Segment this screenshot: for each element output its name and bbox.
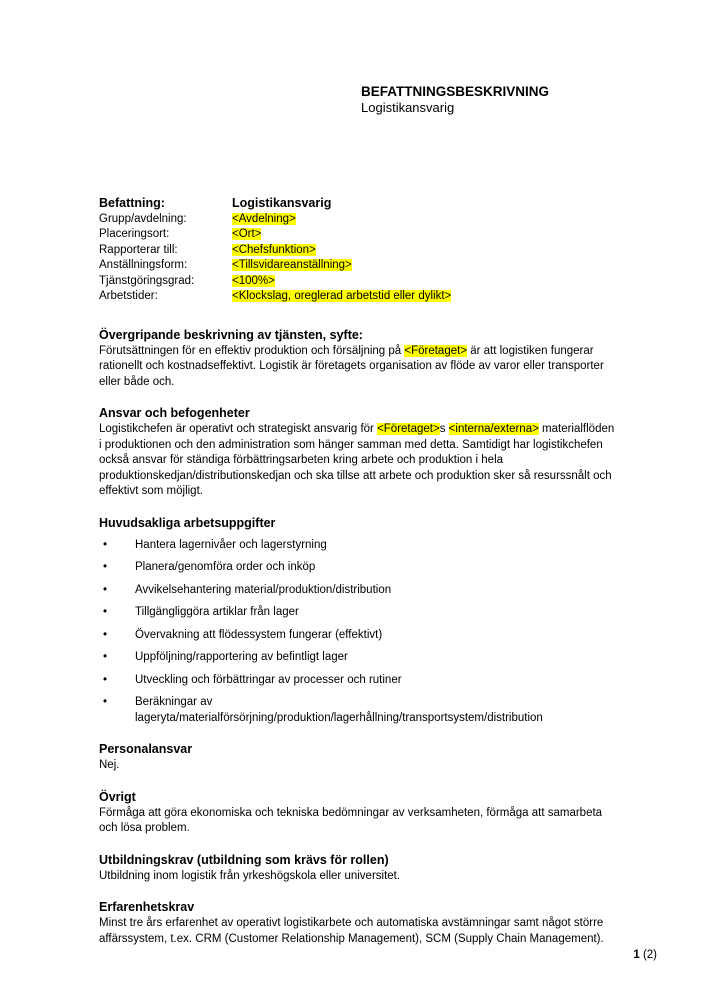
- paragraph-staff: Nej.: [99, 759, 120, 771]
- task-item: • Avvikelsehantering material/produktion/distribution: [99, 583, 615, 599]
- field-row-befattning: [99, 196, 615, 212]
- field-value: [232, 258, 615, 274]
- paragraph-other: Förmåga att göra ekonomiska och tekniska bedömningar av verksamheten, förmåga att samarbeta och lösa problem.: [99, 806, 603, 834]
- section-staff: [99, 741, 615, 774]
- task-item: • Beräkningar av lageryta/materialförsörjning/produktion/lagerhållning/transportsystem/distribution: [99, 695, 615, 726]
- placeholder-highlight: <Ort>: [232, 228, 262, 240]
- section-education: [99, 852, 615, 885]
- field-row-grupp-avdelning: [99, 212, 615, 228]
- field-value: Logistikansvarig: [232, 196, 332, 210]
- task-item: • Planera/genomföra order och inköp: [99, 560, 615, 576]
- placeholder-highlight: <Klockslag, oreglerad arbetstid eller dylikt>: [232, 290, 452, 302]
- paragraph-responsibility: [99, 422, 615, 500]
- task-item: • Utveckling och förbättringar av processer och rutiner: [99, 673, 615, 689]
- document-header: [361, 84, 549, 116]
- paragraph-experience: Minst tre års erfarenhet av operativt logistikarbete och automatiska avstämningar samt något större affärssystem, t.ex. CRM (Customer Relationship Management), SCM (Supply Chain Management).: [99, 917, 604, 945]
- field-row-rapporterar-till: [99, 243, 615, 259]
- placeholder-highlight: <100%>: [232, 274, 275, 287]
- section-tasks: [99, 515, 615, 727]
- task-item: • Övervakning att flödessystem fungerar (effektivt): [99, 628, 615, 644]
- placeholder-highlight: <interna/externa>: [448, 423, 539, 435]
- page-number-current: 1: [633, 949, 640, 961]
- field-value: [232, 274, 615, 290]
- field-row-placeringsort: [99, 227, 615, 243]
- field-value: [232, 227, 615, 243]
- section-heading-education: Utbildningskrav (utbildning som krävs för rollen): [99, 852, 389, 867]
- field-label: Rapporterar till:: [99, 243, 178, 256]
- placeholder-highlight: <Chefsfunktion>: [232, 243, 316, 256]
- field-value: [232, 243, 615, 259]
- field-value: [232, 212, 615, 228]
- section-heading-staff: Personalansvar: [99, 742, 193, 756]
- document-title: BEFATTNINGSBESKRIVNING: [361, 84, 550, 99]
- field-row-anstallningsform: [99, 258, 615, 274]
- page-number-total: (2): [639, 949, 657, 961]
- page-number: [633, 948, 657, 964]
- section-heading-responsibility: Ansvar och befogenheter: [99, 406, 250, 420]
- field-label: Befattning:: [99, 196, 165, 210]
- field-label: Arbetstider:: [99, 290, 158, 302]
- field-label: Grupp/avdelning:: [99, 212, 187, 225]
- text-segment: är att logistiken fungerar rationellt och kostnadseffektivt. Logistik är företagets organisation av flöde av varor eller transporter eller både och.: [99, 344, 604, 388]
- text-segment: Förutsättningen för en effektiv produktion och försäljning på: [99, 344, 405, 357]
- section-heading-tasks: Huvudsakliga arbetsuppgifter: [99, 515, 276, 530]
- section-experience: [99, 899, 615, 947]
- field-label: Placeringsort:: [99, 228, 170, 240]
- field-label: Anställningsform:: [99, 259, 188, 271]
- placeholder-highlight: <Avdelning>: [232, 212, 296, 225]
- section-heading-overview: Övergripande beskrivning av tjänsten, syfte:: [99, 327, 363, 342]
- paragraph-education: Utbildning inom logistik från yrkeshögskola eller universitet.: [99, 869, 401, 882]
- section-responsibility: [99, 405, 615, 500]
- section-heading-experience: Erfarenhetskrav: [99, 900, 195, 914]
- section-overview: [99, 327, 615, 391]
- paragraph-overview: [99, 344, 615, 391]
- section-other: [99, 789, 615, 837]
- text-segment: s: [439, 423, 449, 435]
- placeholder-highlight: <Företaget>: [377, 423, 440, 435]
- field-row-tjanstgoringsgrad: [99, 274, 615, 290]
- field-value: [232, 289, 615, 305]
- field-label: Tjänstgöringsgrad:: [99, 274, 195, 287]
- placeholder-highlight: <Företaget>: [404, 344, 468, 357]
- position-details-table: [99, 196, 615, 305]
- placeholder-highlight: <Tillsvidareanställning>: [232, 259, 352, 271]
- document-body: [99, 196, 615, 947]
- task-list: [99, 538, 615, 727]
- text-segment: materialflöden i produktionen och den administration som hänger samman med detta. Samtidigt har logistikchefen också ansvar för ständiga förbättringsarbeten kring arbete och produktion i hela produktionskedjan/distributionskedjan och ska tillse att arbete och produktion sker så resurssnålt och effektivt som möjligt.: [99, 423, 615, 497]
- section-heading-other: Övrigt: [99, 789, 136, 804]
- task-item: • Uppföljning/rapportering av befintligt lager: [99, 650, 615, 666]
- task-item: • Hantera lagernivåer och lagerstyrning: [99, 538, 615, 554]
- field-row-arbetstider: [99, 289, 615, 305]
- text-segment: Logistikchefen är operativt och strategiskt ansvarig för: [99, 423, 378, 435]
- document-subtitle: Logistikansvarig: [361, 100, 455, 115]
- task-item: • Tillgängliggöra artiklar från lager: [99, 605, 615, 621]
